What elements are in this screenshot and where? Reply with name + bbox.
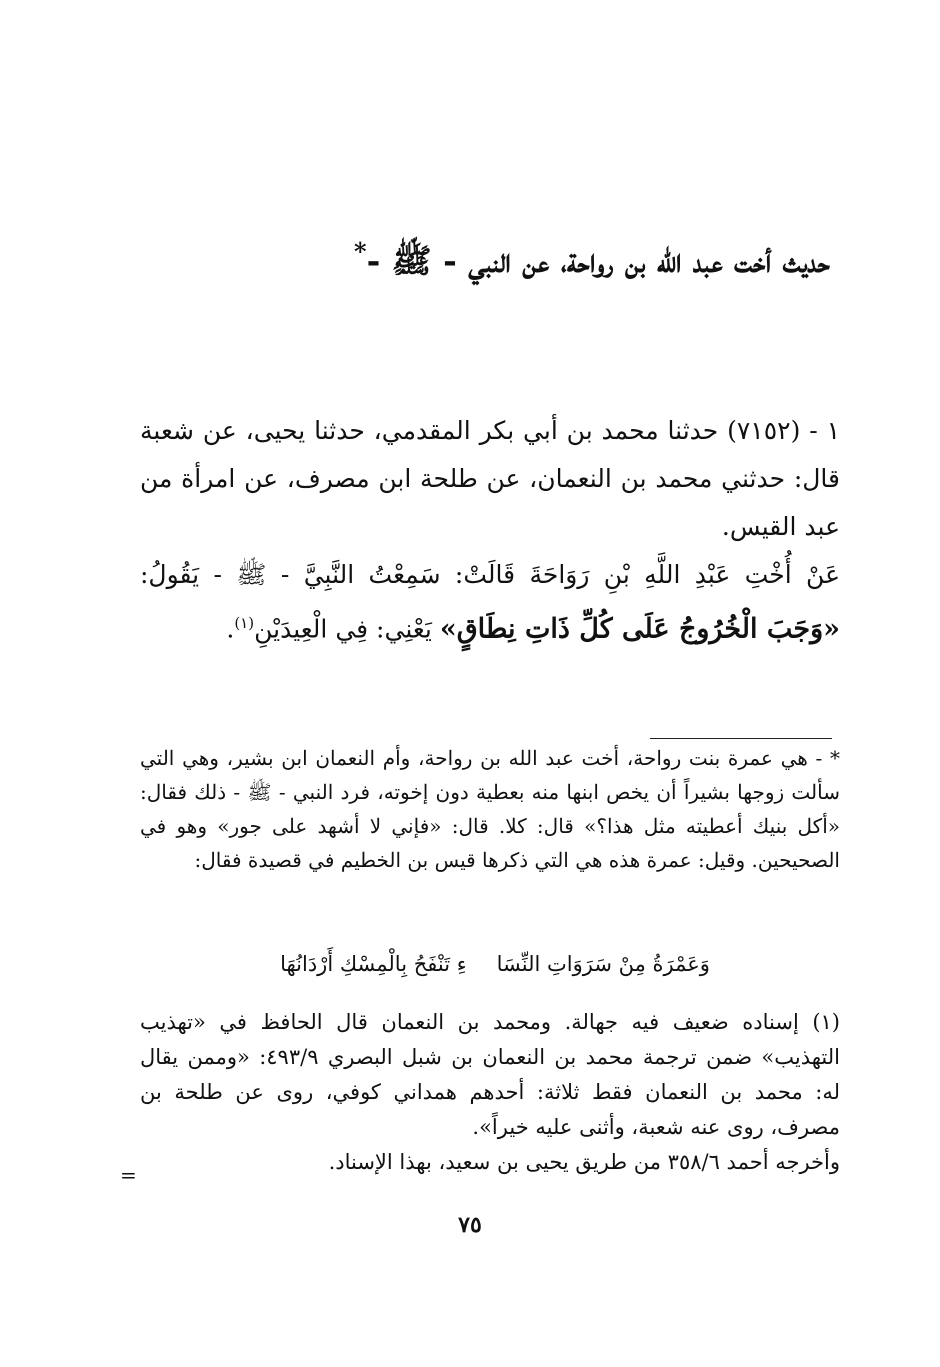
footnote-star-text: * - هي عمرة بنت رواحة، أخت عبد الله بن رواحة، وأم النعمان ابن بشير، وهي التي سألت زوجها بشيراً أن يخص ابنها منه بعطية دون إخوته، فرد النبي - ﷺ - ذلك فقال: «أكل بنيك أعطيته مثل هذا؟» قال: كلا. قال: «فإني لا أشهد على جور» وهو في الصحيحين. وقيل: عمرة هذه هي التي ذكرها قيس بن الخطيم في قصيدة فقال: <box>140 746 840 872</box>
matn-quote: «وَجَبَ الْخُرُوجُ عَلَى كُلِّ ذَاتِ نِطَاقٍ» <box>439 613 840 645</box>
poem-second-hemistich: ءِ تَنْفَحُ بِالْمِسْكِ أَرْدَانُهَا <box>280 952 467 976</box>
poem-first-hemistich: وَعَمْرَةُ مِنْ سَرَوَاتِ النِّسَا <box>496 952 710 976</box>
footnote-one-text: (١) إسناده ضعيف فيه جهالة. ومحمد بن النعمان قال الحافظ في «تهذيب التهذيب» ضمن ترجمة محمد بن النعمان بن شبل البصري ٤٩٣/٩: «وممن يقال له: محمد بن النعمان فقط ثلاثة: أحدهم همداني كوفي، روى عن طلحة بن مصرف، روى عنه شعبة، وأثنى عليه خيراً». <box>140 1010 840 1139</box>
continuation-mark: = <box>120 1163 137 1187</box>
isnad-paragraph: ١ - (٧١٥٢) حدثنا محمد بن أبي بكر المقدمي، حدثنا يحيى، عن شعبة قال: حدثني محمد بن النعمان، عن طلحة ابن مصرف، عن امرأة من عبد القيس. <box>140 416 840 541</box>
matn-end: يَعْنِي: فِي الْعِيدَيْنِ <box>254 614 432 644</box>
heading-footnote-marker: * <box>354 237 367 266</box>
hadith-body <box>140 407 840 653</box>
matn-intro: عَنْ أُخْتِ عَبْدِ اللَّهِ بْنِ رَوَاحَةَ قَالَتْ: سَمِعْتُ النَّبِيَّ - ﷺ - يَقُولُ: <box>140 560 840 589</box>
section-heading <box>150 222 830 291</box>
footnote-reference: (١) <box>234 614 255 632</box>
footnote-divider <box>650 738 832 739</box>
footnote-one-continuation: وأخرجه أحمد ٣٥٨/٦ من طريق يحيى بن سعيد، بهذا الإسناد. <box>328 1150 840 1174</box>
footnote-star <box>140 741 840 877</box>
heading-title: حديث أخت عبد الله بن رواحة، عن النبي - ﷺ - <box>366 241 830 280</box>
matn-close: . <box>226 614 235 644</box>
page-number: ٧٥ <box>458 1212 482 1238</box>
poem-verse <box>150 947 840 981</box>
matn-paragraph <box>140 551 840 653</box>
footnote-one <box>140 1005 840 1180</box>
